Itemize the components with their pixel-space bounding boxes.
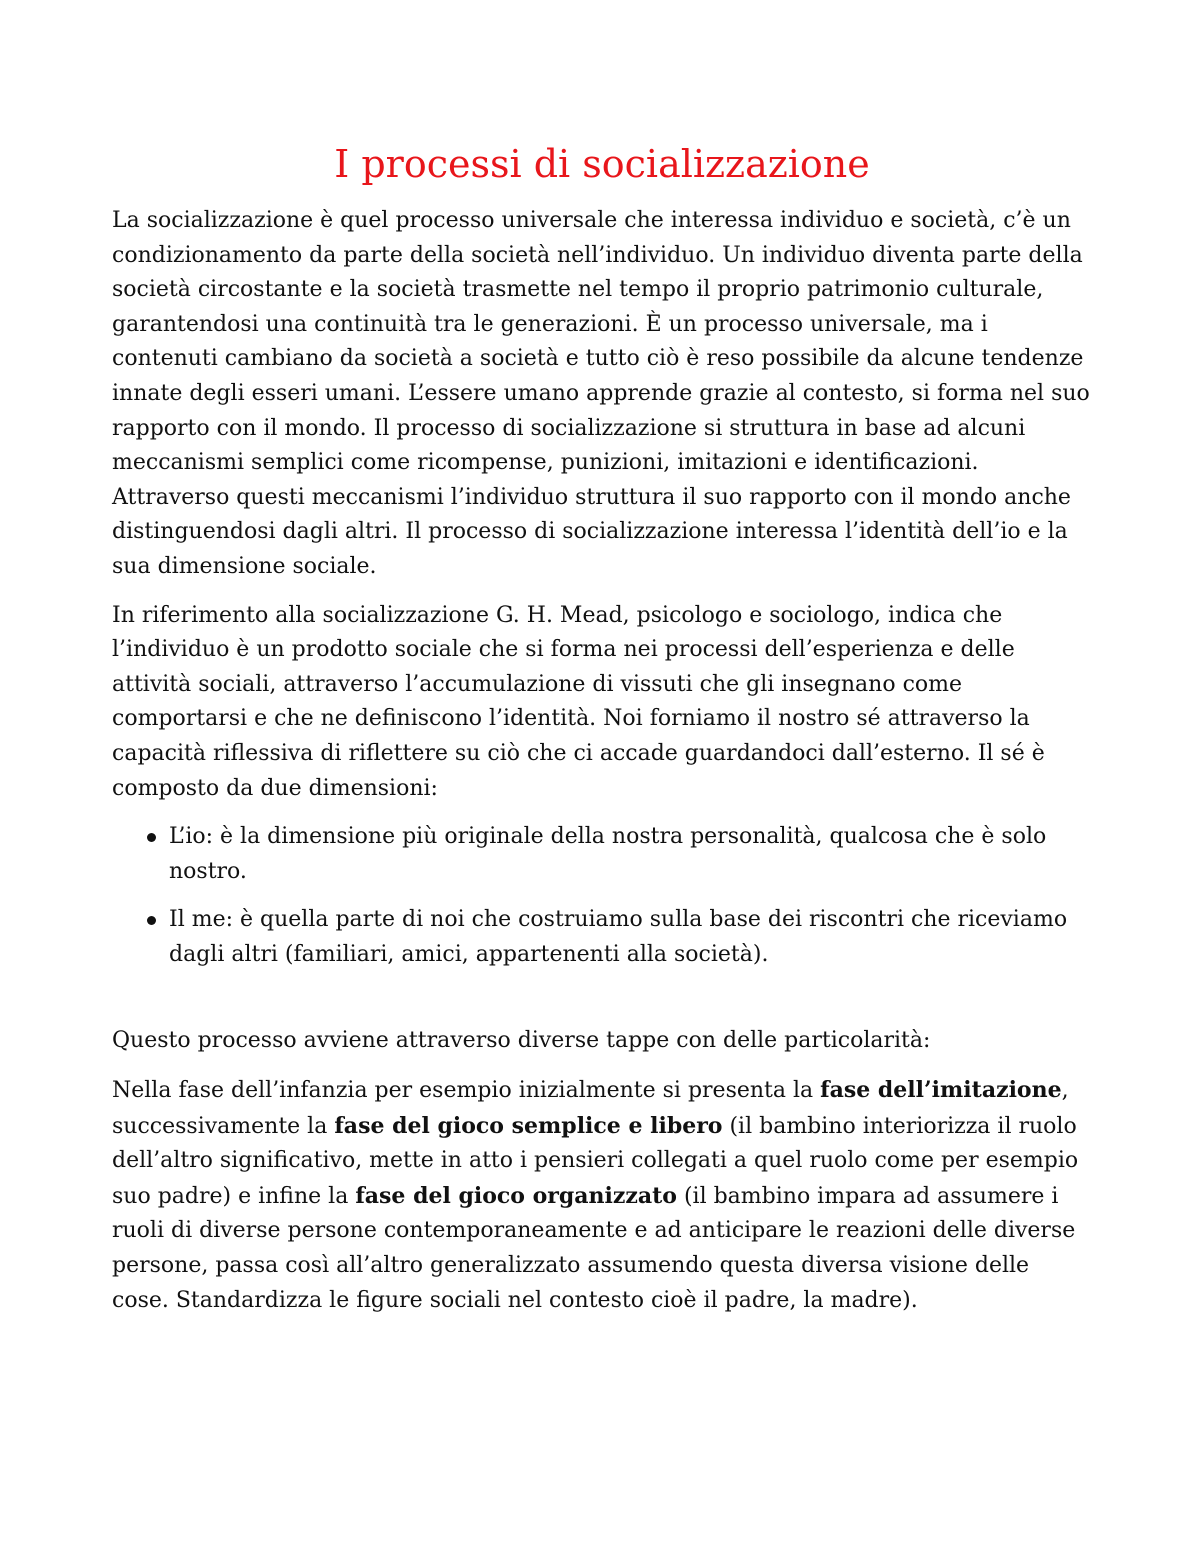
document-title: I processi di socializzazione bbox=[334, 142, 870, 186]
bullet-icon bbox=[147, 833, 156, 842]
bullet-icon bbox=[147, 916, 156, 925]
bullet-list bbox=[112, 820, 1092, 972]
list-item-text: Il me: è quella parte di noi che costruiamo sulla base dei riscontri che riceviamo dagli altri (familiari, amici, appartenenti alla società). bbox=[169, 907, 1068, 967]
bold-term-simple-play: fase del gioco semplice e libero bbox=[334, 1112, 723, 1139]
text-run: (il bambino interiorizza il ruolo dell’altro significativo, mette in atto i pensieri collegati a quel ruolo come per esempio suo padre) e infine la bbox=[112, 1113, 1079, 1209]
list-item-text: L’io: è la dimensione più originale della nostra personalità, qualcosa che è solo nostro. bbox=[169, 824, 1047, 884]
text-run: (il bambino impara ad assumere i ruoli di diverse persone contemporaneamente e ad anticipare le reazioni delle diverse persone, passa così all’altro generalizzato assumendo questa diversa visione delle cose. Standardizza le figure sociali nel contesto cioè il padre, la madre). bbox=[112, 1183, 1076, 1313]
list-item bbox=[112, 820, 1092, 889]
blank-line bbox=[112, 986, 1092, 1024]
paragraph-mead: In riferimento alla socializzazione G. H. Mead, psicologo e sociologo, indica che l’individuo è un prodotto sociale che si forma nei processi dell’esperienza e delle attività sociali, attraverso l’accumulazione di vissuti che gli insegnano come comportarsi e che ne definiscono l’identità. Noi forniamo il nostro sé attraverso la capacità riflessiva di riflettere su ciò che ci accade guardandoci dall’esterno. Il sé è composto da due dimensioni: bbox=[112, 602, 1045, 801]
paragraph-stages bbox=[112, 1073, 1092, 1318]
paragraph-intro: La socializzazione è quel processo universale che interessa individuo e società, c’è un condizionamento da parte della società nell’individuo. Un individuo diventa parte della società circostante e la società trasmette nel tempo il proprio patrimonio culturale, garantendosi una continuità tra le generazioni. È un processo universale, ma i contenuti cambiano da società a società e tutto ciò è reso possibile da alcune tendenze innate degli esseri umani. L’essere umano apprende grazie al contesto, si forma nel suo rapporto con il mondo. Il processo di socializzazione si struttura in base ad alcuni meccanismi semplici come ricompense, punizioni, imitazioni e identificazioni. Attraverso questi meccanismi l’individuo struttura il suo rapporto con il mondo anche distinguendosi dagli altri. Il processo di socializzazione interessa l’identità dell’io e la sua dimensione sociale. bbox=[112, 208, 1090, 579]
bold-term-imitation: fase dell’imitazione bbox=[820, 1077, 1062, 1104]
list-item bbox=[112, 903, 1092, 972]
bold-term-organized-play: fase del gioco organizzato bbox=[355, 1182, 677, 1209]
text-run: Nella fase dell’infanzia per esempio inizialmente si presenta la bbox=[112, 1078, 821, 1104]
paragraph-stages-intro: Questo processo avviene attraverso diverse tappe con delle particolarità: bbox=[112, 1028, 931, 1054]
document-page bbox=[112, 140, 1092, 1332]
text-run: , successivamente la bbox=[112, 1078, 1069, 1139]
